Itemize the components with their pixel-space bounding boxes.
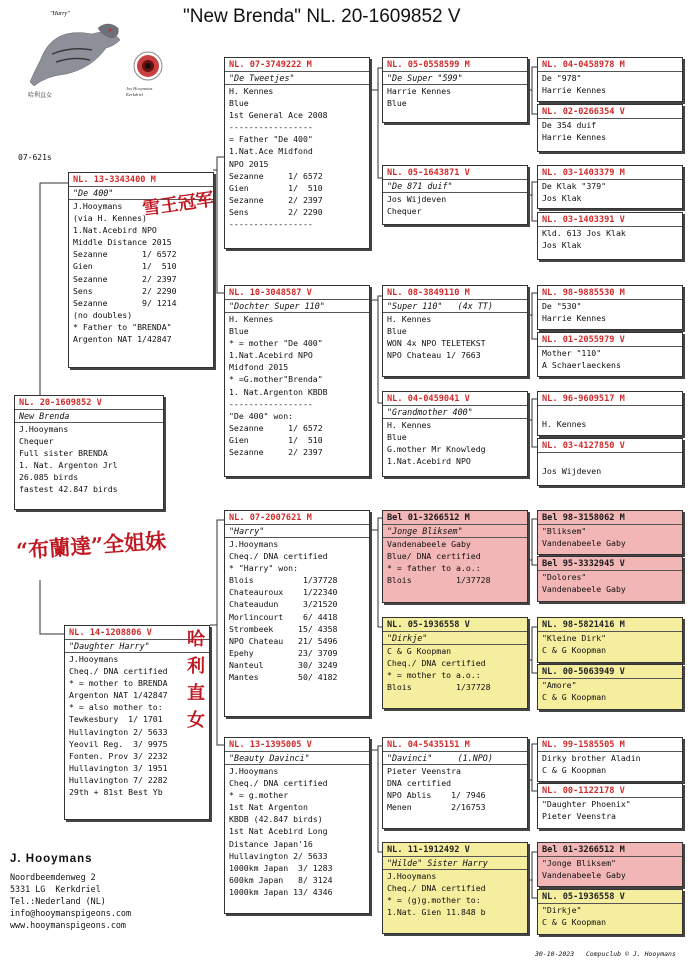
card-line: Harrie Kennes [387, 86, 452, 96]
card-line: 1st Nat Argenton [229, 802, 308, 813]
card-line: J.Hooymans [229, 766, 279, 776]
card-body [383, 870, 527, 918]
ffm-card[interactable] [382, 165, 528, 225]
card-line: * = father to a.o.: [387, 563, 481, 574]
card-line [538, 453, 682, 465]
card-body [383, 85, 527, 109]
pigeon-name: "Harry" [225, 525, 369, 538]
card-line: ----------------- [229, 122, 313, 133]
g5-card-2[interactable] [537, 104, 683, 152]
ring-number: NL. 96-9609517 M [538, 392, 682, 406]
card-line: Sezanne 2/ 2397 [229, 447, 323, 458]
mmm-card[interactable] [382, 842, 528, 934]
mff-card[interactable] [382, 510, 528, 603]
card-body [225, 765, 369, 898]
card-line: * = mother "De 400" [229, 338, 323, 349]
card-line: Menen 2/16753 [387, 802, 486, 813]
mother-mother-card[interactable] [224, 737, 370, 914]
card-body [538, 752, 682, 776]
ring-number: NL. 04-5435151 M [383, 738, 527, 752]
card-line: Chequer [387, 206, 422, 217]
card-line: De "530" [542, 301, 582, 311]
card-body [15, 423, 163, 496]
card-body [383, 645, 527, 693]
card-line: ----------------- [229, 398, 313, 409]
card-line: KBDB (42.847 birds) [229, 814, 323, 825]
card-line: Strombeek 15/ 4358 [229, 623, 338, 634]
fff-card[interactable] [382, 57, 528, 123]
ring-number: NL. 00-5063949 V [538, 665, 682, 679]
pigeon-name: "De Tweetjes" [225, 72, 369, 85]
card-body [538, 347, 682, 371]
card-body [538, 798, 682, 822]
card-line: Hullavington 3/ 1951 [69, 762, 168, 773]
card-body [383, 193, 527, 217]
owner-details [10, 871, 131, 931]
ring-number: NL. 13-3343400 M [69, 173, 213, 187]
card-line: A Schaerlaeckens [542, 360, 621, 371]
card-line: Jos Wijdeven [542, 466, 602, 477]
card-line: De Klak "379" [542, 181, 607, 191]
card-body [383, 313, 527, 361]
mmf-card[interactable] [382, 737, 528, 829]
card-line: Cheq./ DNA certified [229, 778, 328, 789]
pedigree-code: 07-621s [18, 153, 52, 162]
ring-number: NL. 05-1936558 V [383, 618, 527, 632]
g5-card-14[interactable] [537, 783, 683, 829]
card-line: Midfond 2015 [229, 362, 289, 373]
fmf-card[interactable] [382, 285, 528, 377]
card-line [538, 406, 682, 418]
fmm-card[interactable] [382, 391, 528, 477]
card-line: NPO Chateau 21/ 5496 [229, 635, 338, 646]
card-body [383, 765, 527, 813]
card-line: 1000km Japan 13/ 4346 [229, 886, 333, 897]
card-line: Cheq./ DNA certified [387, 658, 486, 669]
card-line: Harrie Kennes [542, 132, 607, 143]
ring-number: NL. 98-9885530 M [538, 286, 682, 300]
card-line: ----------------- [229, 219, 313, 230]
card-line: * = g.mother [229, 790, 289, 801]
ring-number: NL. 99-1585505 M [538, 738, 682, 752]
mother-father-card[interactable] [224, 510, 370, 717]
card-line: Sezanne 2/ 2397 [229, 194, 323, 205]
card-line: 1st Nat Acebird Long [229, 826, 328, 837]
card-body [225, 313, 369, 458]
card-line: (via H. Kennes) [73, 213, 147, 224]
g5-card-4[interactable] [537, 212, 683, 260]
card-line: Hullavington 2/ 5633 [69, 726, 168, 737]
card-line: C & G Koopman [542, 645, 607, 656]
card-line: J.Hooymans [229, 539, 279, 549]
ring-number: Bel 01-3266512 M [538, 843, 682, 857]
handwritten-mother-note: 哈利直女 [187, 629, 205, 731]
card-line: Argenton NAT 1/42847 [73, 334, 172, 345]
card-line: Jos Wijdeven [387, 194, 447, 204]
subject-pigeon-card[interactable] [14, 395, 164, 510]
card-line: Middle Distance 2015 [73, 237, 172, 248]
card-body [538, 453, 682, 477]
card-line: G.mother Mr Knowledg [387, 444, 486, 455]
ring-number: NL. 14-1208806 V [65, 626, 209, 640]
card-line: "Dirkje" [542, 905, 582, 915]
owner-block [10, 853, 131, 931]
card-line: 1.Nat.Ace Midfond [229, 146, 313, 157]
g5-card-11[interactable] [537, 617, 683, 663]
card-line: Blue [387, 326, 407, 337]
card-line: Pieter Veenstra [387, 766, 461, 776]
card-body [538, 406, 682, 430]
g5-card-10[interactable] [537, 556, 683, 602]
card-line: info@hooymanspigeons.com [10, 908, 132, 918]
card-body [538, 180, 682, 204]
card-body [538, 525, 682, 549]
pigeon-name: "Beauty Davinci" [225, 752, 369, 765]
pigeon-name: "Jonge Bliksem" [383, 525, 527, 538]
card-line: Jos Klak [542, 193, 582, 204]
card-body [383, 538, 527, 586]
card-line: Nanteul 30/ 3249 [229, 659, 338, 670]
g5-card-5[interactable] [537, 285, 683, 330]
card-line: * Father to "BRENDA" [73, 321, 172, 332]
card-line: Argenton NAT 1/42847 [69, 690, 168, 701]
card-line: J.Hooymans [69, 654, 119, 664]
card-line: Blue [229, 326, 249, 337]
card-body [538, 571, 682, 595]
ring-number: NL. 08-3849110 M [383, 286, 527, 300]
card-line: De "978" [542, 73, 582, 83]
ring-number: Bel 95-3332945 V [538, 557, 682, 571]
card-line: Yeovil Reg. 3/ 9975 [69, 738, 168, 749]
card-line: "Dolores" [542, 572, 587, 582]
card-line: "Daughter Phoenix" [542, 799, 631, 809]
g5-card-16[interactable] [537, 889, 683, 935]
ring-number: NL. 05-0558599 M [383, 58, 527, 72]
ring-number: NL. 07-2007621 M [225, 511, 369, 525]
card-line: Jos Klak [542, 240, 582, 251]
card-line: DNA certified [387, 778, 452, 789]
card-line: Sezanne 1/ 6572 [229, 170, 323, 181]
card-line: www.hooymanspigeons.com [10, 920, 126, 930]
ring-number: NL. 20-1609852 V [15, 396, 163, 410]
card-line: 5331 LG Kerkdriel [10, 884, 101, 894]
card-line: Sezanne 2/ 2397 [73, 273, 177, 284]
card-line: H. Kennes [387, 314, 432, 324]
ring-number: NL. 03-4127850 V [538, 439, 682, 453]
g5-card-9[interactable] [537, 510, 683, 555]
card-line: * "Harry" won: [229, 563, 299, 574]
card-line: 1. Nat.Argenton KBDB [229, 386, 328, 397]
card-line: (no doubles) [73, 309, 133, 320]
mfm-card[interactable] [382, 617, 528, 709]
ring-number: NL. 05-1643871 V [383, 166, 527, 180]
card-line: Mantes 50/ 4182 [229, 672, 338, 683]
father-mother-card[interactable] [224, 285, 370, 477]
card-line: Cheq./ DNA certified [387, 883, 486, 894]
pigeon-name: "Grandmother 400" [383, 406, 527, 419]
card-line: Cheq./ DNA certified [69, 666, 168, 677]
card-line: Chequer [19, 436, 54, 447]
card-line: Gien 1/ 510 [229, 182, 323, 193]
card-line: J.Hooymans [387, 871, 437, 881]
card-line: H. Kennes [542, 419, 587, 430]
card-line: NPO 2015 [229, 158, 269, 169]
card-body [538, 119, 682, 143]
card-line: Blue [387, 98, 407, 109]
pigeon-name: New Brenda [15, 410, 163, 423]
card-line: H. Kennes [387, 420, 432, 430]
ring-number: NL. 13-1395005 V [225, 738, 369, 752]
card-line: Gien 1/ 510 [229, 434, 323, 445]
g5-card-6[interactable] [537, 332, 683, 377]
card-line: C & G Koopman [542, 765, 607, 776]
card-body [538, 300, 682, 324]
card-line: Kld. 613 Jos Klak [542, 228, 626, 238]
card-line: Fonten. Prov 3/ 2232 [69, 750, 168, 761]
card-line: Hullavington 7/ 2282 [69, 774, 168, 785]
card-line: fastest 42.847 birds [19, 484, 118, 495]
handwritten-subject-note: “布蘭達”全姐妹 [15, 527, 167, 564]
card-line: Gien 1/ 510 [73, 261, 177, 272]
g5-card-1[interactable] [537, 57, 683, 102]
ring-number: NL. 03-1403379 M [538, 166, 682, 180]
card-body [538, 857, 682, 881]
ring-number: NL. 07-3749222 M [225, 58, 369, 72]
card-body [538, 632, 682, 656]
card-body [538, 679, 682, 703]
card-line: * = (g)g.mother to: [387, 895, 481, 906]
ring-number: NL. 11-1912492 V [383, 843, 527, 857]
logo-caption-right: Jos Hooymans Kerkdriel [126, 86, 153, 97]
card-line: * = mother to a.o.: [387, 670, 481, 681]
father-father-card[interactable] [224, 57, 370, 249]
card-line: C & G Koopman [387, 646, 452, 656]
card-line: 26.085 birds [19, 472, 79, 483]
pigeon-name: "Dochter Super 110" [225, 300, 369, 313]
card-line: Harrie Kennes [542, 85, 607, 96]
ring-number: NL. 03-1403391 V [538, 213, 682, 227]
card-line: NPO Chateau 1/ 7663 [387, 350, 481, 361]
card-line: Tel.:Nederland (NL) [10, 896, 106, 906]
ring-number: NL. 05-1936558 V [538, 890, 682, 904]
ring-number: NL. 02-0266354 V [538, 105, 682, 119]
card-line: C & G Koopman [542, 917, 607, 928]
ring-number: Bel 01-3266512 M [383, 511, 527, 525]
card-line: * =G.mother"Brenda" [229, 374, 323, 385]
card-line: 29th + 81st Best Yb [69, 787, 163, 798]
card-line: Vandenabeele Gaby [387, 539, 471, 549]
card-line: Sens 2/ 2290 [229, 206, 323, 217]
card-line: "Jonge Bliksem" [542, 858, 616, 868]
card-line: 1000km Japan 3/ 1283 [229, 862, 333, 873]
card-line: Blois 1/37728 [387, 682, 491, 693]
card-line: H. Kennes [229, 86, 274, 96]
card-line: Full sister BRENDA [19, 448, 108, 459]
card-line: Mother "110" [542, 348, 602, 358]
card-line: Cheq./ DNA certified [229, 551, 328, 562]
card-line: Noordbeemdenweg 2 [10, 872, 96, 882]
ring-number: NL. 01-2055979 V [538, 333, 682, 347]
card-line: Sens 2/ 2290 [73, 285, 177, 296]
card-line: Sezanne 1/ 6572 [229, 422, 323, 433]
card-line: Harrie Kennes [542, 313, 607, 324]
g5-card-13[interactable] [537, 737, 683, 782]
card-body [538, 904, 682, 928]
card-body [538, 72, 682, 96]
card-line: Tewkesbury 1/ 1701 [69, 714, 163, 725]
card-line: * = mother to BRENDA [69, 678, 168, 689]
card-body [538, 227, 682, 251]
card-line: 1. Nat. Argenton Jrl [19, 460, 118, 471]
logo-caption-left: 哈利直女 [28, 92, 53, 99]
handwritten-father-note: 雪王冠军 [141, 189, 216, 220]
card-line: Epehy 23/ 3709 [229, 647, 338, 658]
card-line: Hullavington 2/ 5633 [229, 850, 328, 861]
pigeon-name: "Super 110" (4x TT) [383, 300, 527, 313]
g5-card-7[interactable] [537, 391, 683, 436]
ring-number: NL. 10-3048587 V [225, 286, 369, 300]
card-line: Chateauroux 1/22340 [229, 587, 338, 598]
card-line: "Bliksem" [542, 526, 587, 536]
card-line: Vandenabeele Gaby [542, 870, 626, 881]
card-body [225, 538, 369, 683]
pigeon-name: "Hilde" Sister Harry [383, 857, 527, 870]
card-line: Blois 1/37728 [387, 575, 491, 586]
card-line: Sezanne 9/ 1214 [73, 297, 177, 308]
ring-number: NL. 98-5821416 M [538, 618, 682, 632]
ring-number: NL. 00-1122178 V [538, 784, 682, 798]
card-line: 1.Nat.Acebird NPO [73, 225, 157, 236]
card-line: 1.Nat. Gien 11.848 b [387, 907, 486, 918]
card-line: J.Hooymans [73, 201, 123, 211]
pigeon-name: "De 400" [69, 187, 213, 200]
pigeon-name: "Davinci" (1.NPO) [383, 752, 527, 765]
card-line: J.Hooymans [19, 424, 69, 434]
card-line: Blue/ DNA certified [387, 551, 481, 562]
g5-card-8[interactable] [537, 438, 683, 486]
card-body [225, 85, 369, 230]
card-line: Sezanne 1/ 6572 [73, 249, 177, 260]
pigeon-name: "De Super "599" [383, 72, 527, 85]
card-line: Blois 1/37728 [229, 575, 338, 586]
pigeon-name: "Dirkje" [383, 632, 527, 645]
footer-credit: 30-10-2023 Compuclub © J. Hooymans [535, 950, 676, 958]
card-line: = Father "De 400" [229, 134, 313, 145]
card-line: "Kleine Dirk" [542, 633, 607, 643]
pigeon-name: "Daughter Harry" [65, 640, 209, 653]
card-line: 1.Nat.Acebird NPO [387, 456, 471, 467]
card-line: Chateaudun 3/21520 [229, 599, 338, 610]
card-line: Dirky brother Aladin [542, 753, 641, 763]
card-line: 1.Nat.Acebird NPO [229, 350, 313, 361]
pigeon-name: "De 871 duif" [383, 180, 527, 193]
logo-tag: "Harry" [50, 11, 70, 17]
card-line: Blue [229, 98, 249, 109]
page-title: "New Brenda" NL. 20-1609852 V [183, 6, 461, 27]
card-line: Blue [387, 432, 407, 443]
g5-card-12[interactable] [537, 664, 683, 710]
g5-card-15[interactable] [537, 842, 683, 887]
card-line: Distance Japan'16 [229, 838, 313, 849]
card-line: WON 4x NPO TELETEKST [387, 338, 486, 349]
card-body [69, 200, 213, 345]
card-line: "Amore" [542, 680, 577, 690]
card-body [383, 419, 527, 467]
card-line: Vandenabeele Gaby [542, 584, 626, 595]
g5-card-3[interactable] [537, 165, 683, 209]
ring-number: NL. 04-0458978 M [538, 58, 682, 72]
ring-number: NL. 04-0459041 V [383, 392, 527, 406]
card-line: 1st General Ace 2008 [229, 110, 328, 121]
card-line: NPO Ablis 1/ 7946 [387, 790, 486, 801]
card-line: "De 400" won: [229, 410, 294, 421]
card-line: Pieter Veenstra [542, 811, 616, 822]
card-line: De 354 duif [542, 120, 597, 130]
card-line: Vandenabeele Gaby [542, 538, 626, 549]
ring-number: Bel 98-3158062 M [538, 511, 682, 525]
card-line: * = also mother to: [69, 702, 163, 713]
card-line: 600km Japan 8/ 3124 [229, 874, 333, 885]
card-line: H. Kennes [229, 314, 274, 324]
owner-name: J. Hooymans [10, 853, 93, 865]
card-line: C & G Koopman [542, 692, 607, 703]
card-line: Morlincourt 6/ 4418 [229, 611, 338, 622]
